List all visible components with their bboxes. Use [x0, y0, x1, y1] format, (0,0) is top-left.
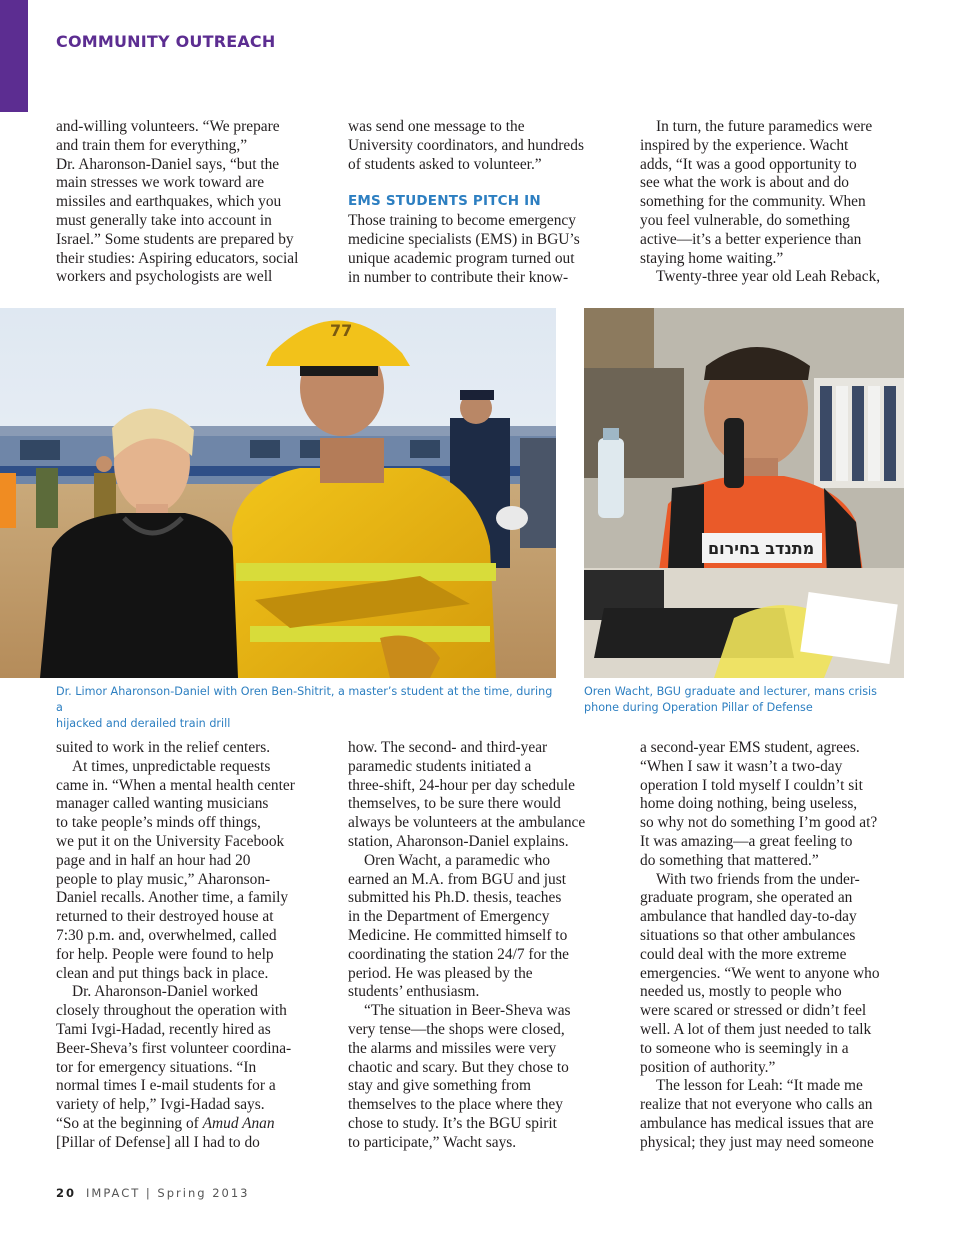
text-line: Beer-Sheva’s first volunteer coordina-: [56, 1039, 292, 1057]
top-column-3: [640, 118, 910, 287]
text-line: people to play music,” Aharonson-: [56, 870, 271, 888]
text-line: three-shift, 24-hour per day schedule: [348, 776, 575, 794]
publication-name: IMPACT | Spring 2013: [86, 1186, 250, 1200]
text-line: Tami Ivgi-Hadad, recently hired as: [56, 1020, 271, 1038]
text-line: was send one message to the: [348, 118, 525, 135]
text-line: always be volunteers at the ambulance: [348, 814, 586, 832]
caption-line: Dr. Limor Aharonson-Daniel with Oren Ben-Shitrit, a master’s student at the time, during a: [56, 685, 553, 714]
page-footer: [56, 1186, 249, 1200]
text-line: stay and give something from: [348, 1077, 531, 1095]
text-line: “The situation in Beer-Sheva was: [364, 1002, 571, 1020]
section-label: COMMUNITY OUTREACH: [56, 32, 276, 51]
text-line: active—it’s a better experience than: [640, 230, 862, 248]
text-line: were scared or stressed or didn’t feel: [640, 1002, 867, 1020]
text-line: do something that mattered.”: [640, 851, 819, 869]
bottom-column-2: [348, 739, 618, 1153]
text-line: how. The second- and third-year: [348, 739, 548, 756]
text-line: inspired by the experience. Wacht: [640, 136, 849, 154]
text-line: graduate program, she operated an: [640, 889, 853, 907]
text-line: emergencies. “We went to anyone who: [640, 964, 880, 982]
left-photo-caption: [56, 684, 556, 732]
text-line: workers and psychologists are well: [56, 268, 273, 286]
text-line: their studies: Aspiring educators, social: [56, 249, 299, 267]
text-line: see what the work is about and do: [640, 174, 850, 192]
text-line: must generally take into account in: [56, 211, 272, 229]
vest-lettering: מתנדב בחירום: [708, 539, 815, 558]
text-line: normal times I e-mail students for a: [56, 1077, 276, 1095]
text-line: we put it on the University Facebook: [56, 832, 285, 850]
text-line: themselves, to be sure there would: [348, 795, 561, 813]
text-line: paramedic students initiated a: [348, 757, 532, 775]
text-line: adds, “It was a good opportunity to: [640, 155, 857, 173]
text-line: tor for emergency situations. “In: [56, 1058, 257, 1076]
text-line: very tense—the shops were closed,: [348, 1020, 565, 1038]
text-line: ambulance has medical issues that are: [640, 1114, 874, 1132]
text-line: position of authority.”: [640, 1058, 776, 1076]
text-line: Twenty-three year old Leah Reback,: [656, 268, 881, 286]
text-line: you feel vulnerable, do something: [640, 211, 850, 229]
text-line: well. A lot of them just needed to talk: [640, 1020, 872, 1038]
text-line: chose to study. It’s the BGU spirit: [348, 1114, 557, 1132]
text-line: page and in half an hour had 20: [56, 851, 251, 869]
text-line: Israel.” Some students are prepared by: [56, 230, 294, 248]
text-line: needed us, mostly to people who: [640, 983, 842, 1001]
text-line: staying home waiting.”: [640, 249, 784, 267]
text-line: ambulance that handled day-to-day: [640, 908, 857, 926]
text-line: and-willing volunteers. “We prepare: [56, 118, 280, 135]
text-line: students’ enthusiasm.: [348, 983, 480, 1001]
text-line: in number to contribute their know-: [348, 268, 569, 286]
text-line: “When I saw it wasn’t a two-day: [640, 757, 843, 775]
bottom-column-1: [56, 739, 326, 1153]
text-line: for help. People were found to help: [56, 945, 274, 963]
text-line: At times, unpredictable requests: [72, 757, 271, 775]
text-line: University coordinators, and hundreds: [348, 136, 584, 154]
caption-line: phone during Operation Pillar of Defense: [584, 701, 813, 714]
text-line: Dr. Aharonson-Daniel worked: [72, 983, 258, 1001]
text-line: station, Aharonson-Daniel explains.: [348, 832, 569, 850]
text-line: and train them for everything,”: [56, 136, 248, 154]
text-line: the alarms and missiles were very: [348, 1039, 557, 1057]
text-line: in the Department of Emergency: [348, 908, 550, 926]
text-fragment: “So at the beginning of: [56, 1114, 203, 1132]
operation-name: Amud Anan: [202, 1114, 275, 1132]
text-line: situations so that other ambulances: [640, 926, 856, 944]
text-line: a second-year EMS student, agrees.: [640, 739, 860, 756]
text-line: to take people’s minds off things,: [56, 814, 261, 832]
caption-line: Oren Wacht, BGU graduate and lecturer, mans crisis: [584, 685, 877, 698]
text-line: main stresses we work toward are: [56, 174, 265, 192]
text-line: came in. “When a mental health center: [56, 776, 295, 794]
text-line: themselves to the place where they: [348, 1096, 563, 1114]
text-line: Medicine. He committed himself to: [348, 926, 568, 944]
text-line: Daniel recalls. Another time, a family: [56, 889, 289, 907]
text-line: home doing nothing, being useless,: [640, 795, 858, 813]
text-line: [56, 1115, 326, 1134]
text-line: to someone who is seemingly in a: [640, 1039, 849, 1057]
text-line: to participate,” Wacht says.: [348, 1133, 517, 1151]
text-line: could deal with the more extreme: [640, 945, 847, 963]
right-photo-caption: [584, 684, 904, 716]
text-line: Those training to become emergency: [348, 212, 576, 230]
text-line: period. He was pleased by the: [348, 964, 533, 982]
text-line: 7:30 p.m. and, overwhelmed, called: [56, 926, 277, 944]
text-line: coordinating the station 24/7 for the: [348, 945, 569, 963]
text-line: physical; they just may need someone: [640, 1133, 874, 1151]
helmet-number: 77: [330, 321, 353, 340]
text-line: With two friends from the under-: [656, 870, 860, 888]
text-line: operation I told myself I couldn’t sit: [640, 776, 863, 794]
caption-line: hijacked and derailed train drill: [56, 717, 231, 730]
bottom-column-3: [640, 739, 915, 1153]
subheading: EMS STUDENTS PITCH IN: [348, 193, 541, 210]
text-line: closely throughout the operation with: [56, 1002, 287, 1020]
text-line: of students asked to volunteer.”: [348, 155, 542, 173]
photo-train-drill: [0, 308, 556, 678]
text-line: In turn, the future paramedics were: [656, 118, 873, 135]
text-line: earned an M.A. from BGU and just: [348, 870, 566, 888]
page-number: 20: [56, 1186, 77, 1200]
top-column-1: [56, 118, 326, 287]
text-line: Dr. Aharonson-Daniel says, “but the: [56, 155, 280, 173]
text-line: It was amazing—a great feeling to: [640, 832, 853, 850]
top-column-2: [348, 118, 618, 287]
text-line: [Pillar of Defense] all I had to do: [56, 1133, 260, 1151]
photo-crisis-phone: [584, 308, 904, 678]
text-line: missiles and earthquakes, which you: [56, 193, 282, 211]
text-line: Oren Wacht, a paramedic who: [364, 851, 551, 869]
text-line: unique academic program turned out: [348, 249, 575, 267]
text-line: The lesson for Leah: “It made me: [656, 1077, 863, 1095]
text-line: manager called wanting musicians: [56, 795, 269, 813]
section-color-bar: [0, 0, 28, 112]
text-line: returned to their destroyed house at: [56, 908, 274, 926]
text-line: clean and put things back in place.: [56, 964, 269, 982]
text-line: submitted his Ph.D. thesis, teaches: [348, 889, 562, 907]
text-line: something for the community. When: [640, 193, 866, 211]
text-line: realize that not everyone who calls an: [640, 1096, 873, 1114]
text-line: chaotic and scary. But they chose to: [348, 1058, 569, 1076]
text-line: suited to work in the relief centers.: [56, 739, 271, 756]
text-line: medicine specialists (EMS) in BGU’s: [348, 230, 580, 248]
text-line: so why not do something I’m good at?: [640, 814, 878, 832]
text-line: variety of help,” Ivgi-Hadad says.: [56, 1096, 265, 1114]
